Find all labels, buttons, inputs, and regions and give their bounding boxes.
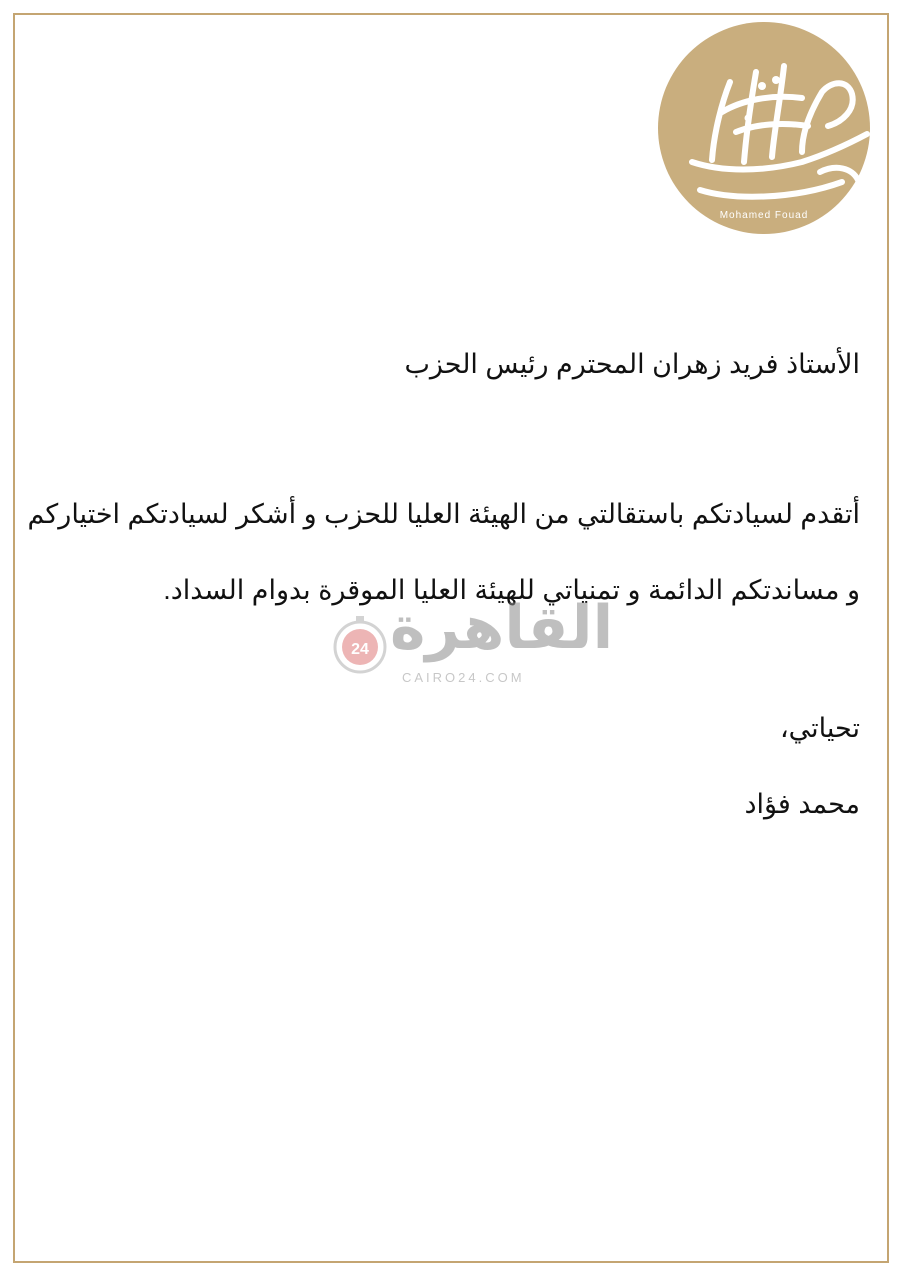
watermark-brand: القاهرة: [390, 593, 614, 663]
letter-body-line-2: و مساندتكم الدائمة و تمنياتي للهيئة العليا الموقرة بدوام السداد.: [163, 575, 860, 605]
cairo24-watermark: [326, 593, 614, 686]
stopwatch-icon: [330, 614, 390, 674]
watermark-domain: CAIRO24.COM: [402, 670, 525, 685]
letter-signature: محمد فؤاد: [744, 789, 860, 819]
letter-salutation: الأستاذ فريد زهران المحترم رئيس الحزب: [404, 349, 860, 379]
watermark-badge: 24: [351, 641, 369, 658]
logo-caption: Mohamed Fouad: [719, 210, 809, 221]
letter-closing: تحياتي،: [779, 713, 860, 743]
mohamed-fouad-logo: [652, 22, 880, 238]
letter-body-line-1: أتقدم لسيادتكم باستقالتي من الهيئة العليا للحزب و أشكر لسيادتكم اختياركم: [27, 499, 860, 529]
